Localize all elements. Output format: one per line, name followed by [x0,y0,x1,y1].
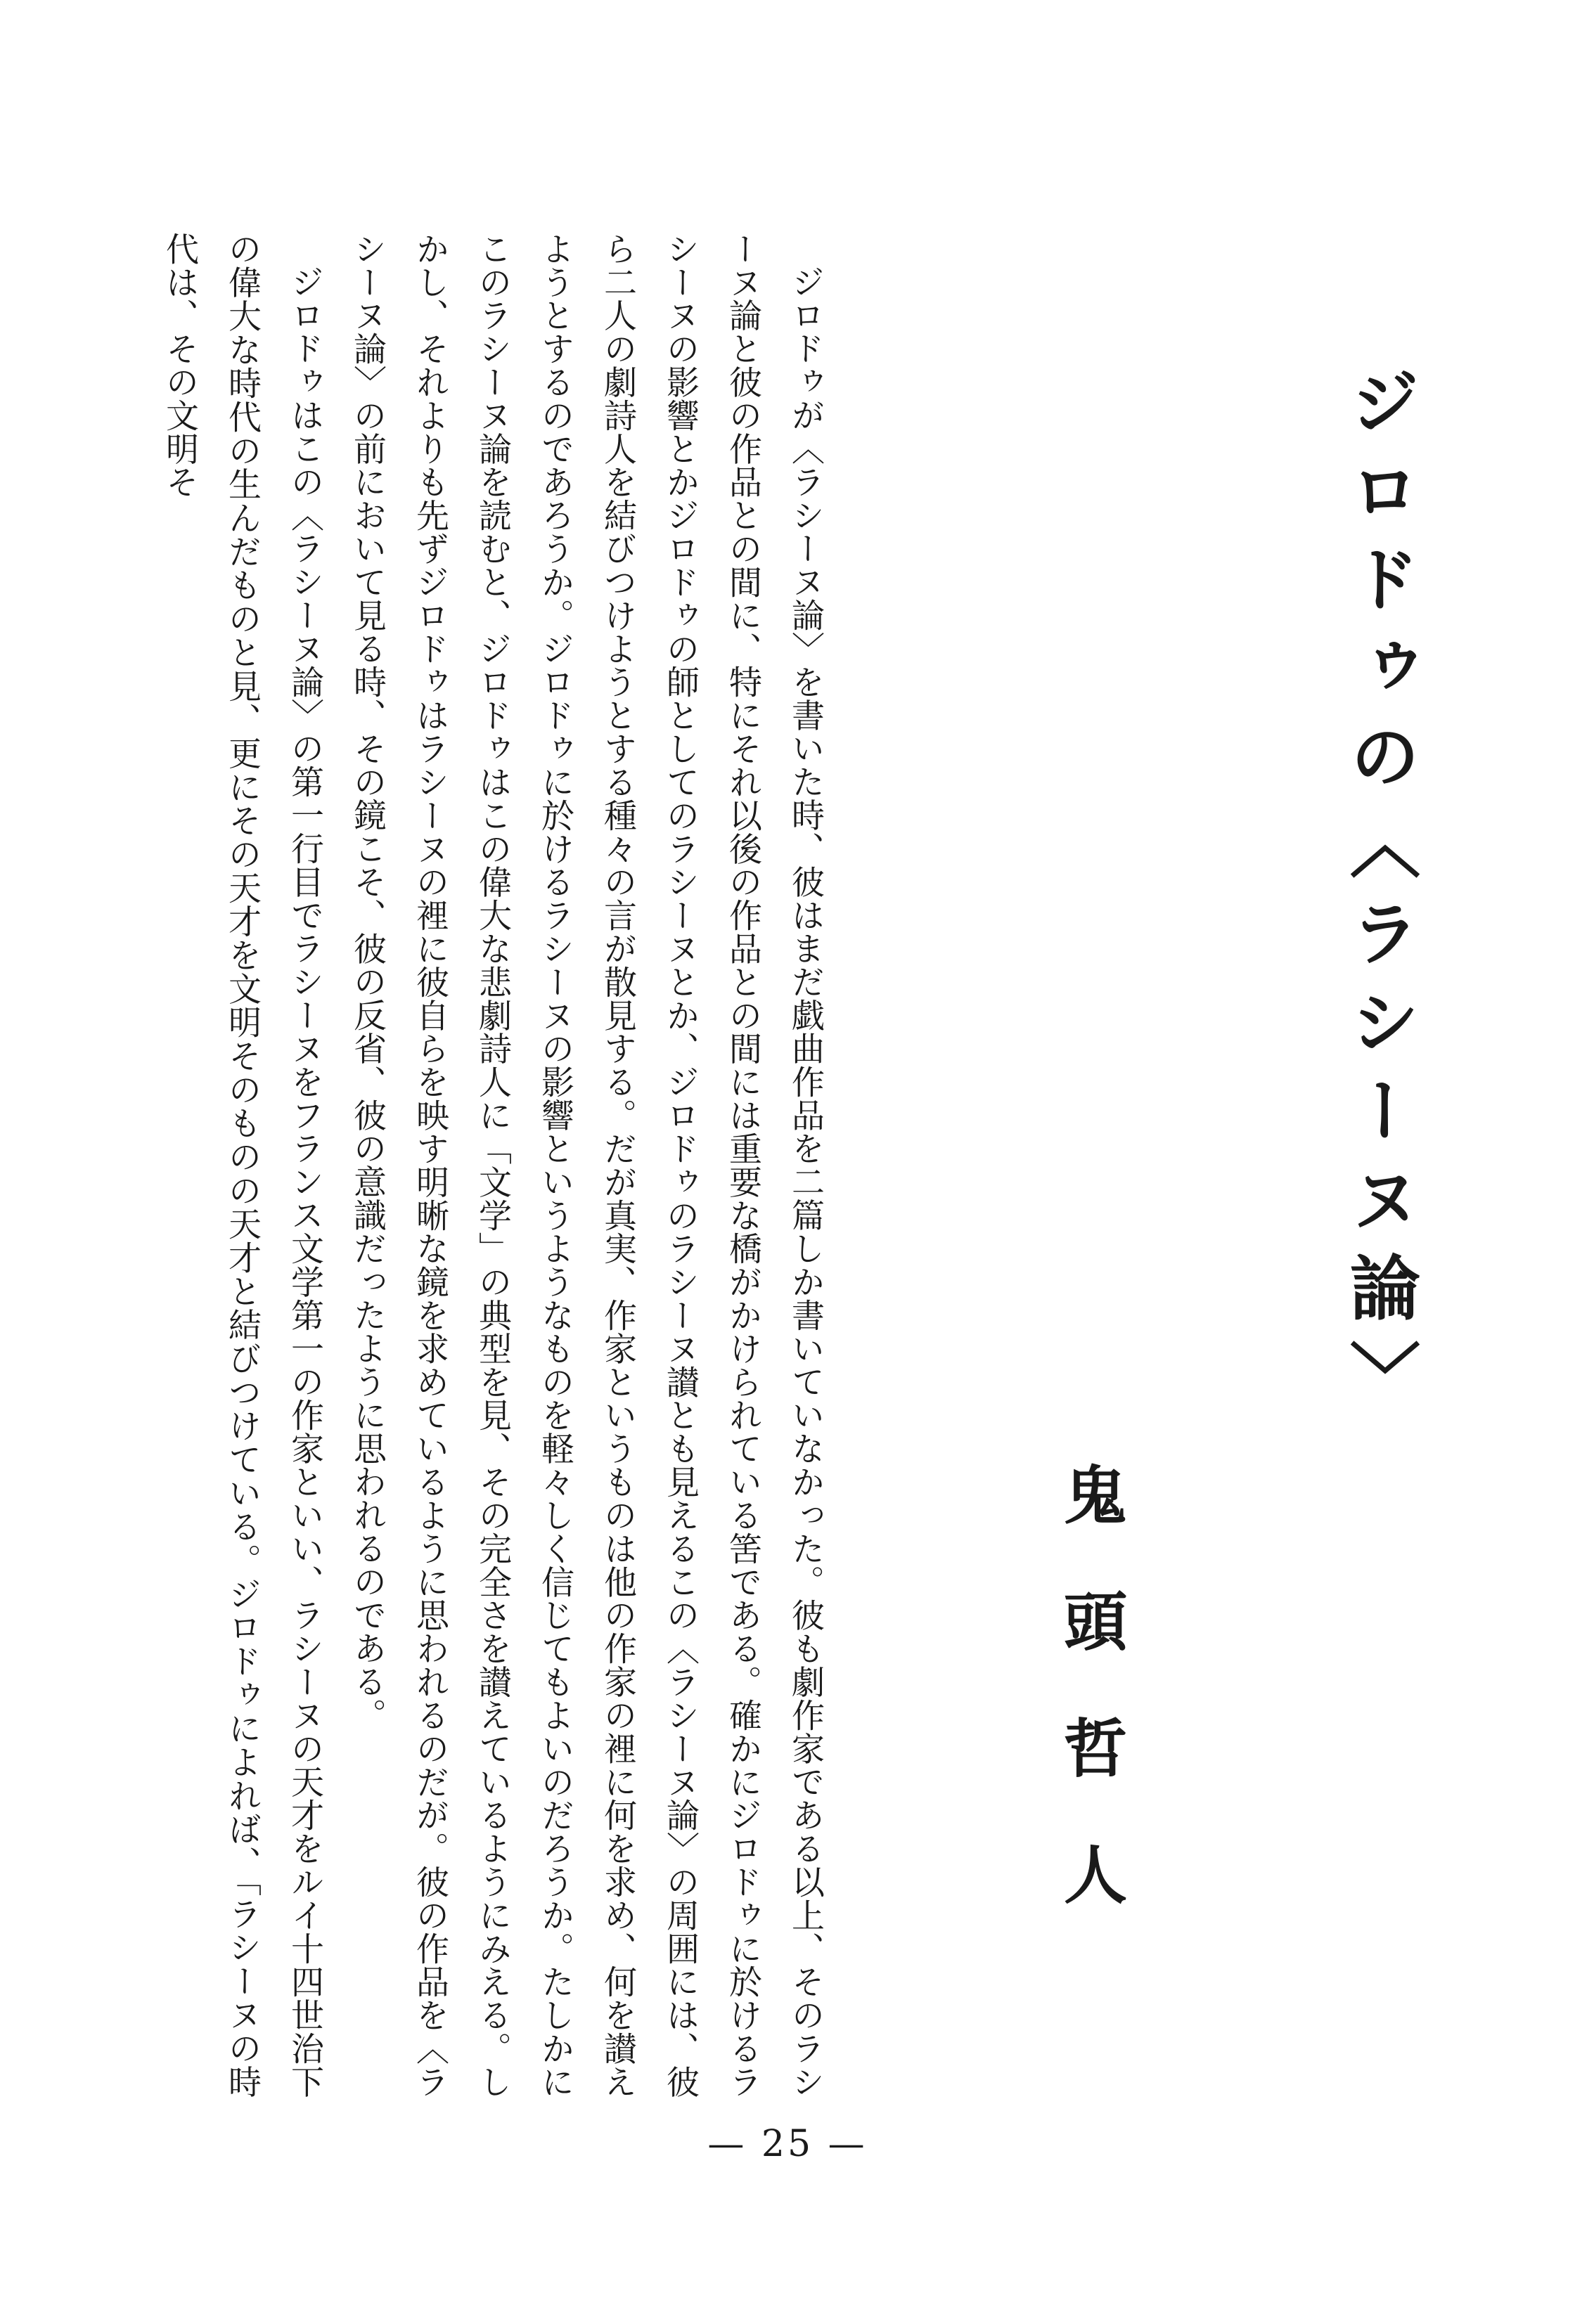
article-body [160,232,837,2098]
paragraph-1: ジロドゥが〈ラシーヌ論〉を書いた時、彼はまだ戯曲作品を二篇しか書いていなかった。彼も劇作家である以上、そのラシーヌ論と彼の作品との間に、特にそれ以後の作品との間には重要な橋がかけられている筈である。確かにジロドゥに於けるラシーヌの影響とかジロドゥの師としてのラシーヌとか、ジロドゥのラシーヌ讃とも見えるこの〈ラシーヌ論〉の周囲には、彼ら二人の劇詩人を結びつけようとする種々の言が散見する。だが真実、作家というものは他の作家の裡に何を求め、何を讃えようとするのであろうか。ジロドゥに於けるラシーヌの影響というようなものを軽々しく信じてもよいのだろうか。たしかにこのラシーヌ論を読むと、ジロドゥはこの偉大な悲劇詩人に「文学」の典型を見、その完全さを讃えているようにみえる。しかし、それよりも先ずジロドゥはラシーヌの裡に彼自らを映す明晰な鏡を求めているように思われるのだが。彼の作品を〈ラシーヌ論〉の前において見る時、その鏡こそ、彼の反省、彼の意識だったように思われるのである。 [348,232,825,2098]
page-number: — 25 — [707,2123,868,2165]
article-title: ジロドゥの〈ラシーヌ論〉 [1338,366,1421,1428]
paragraph-2: ジロドゥはこの〈ラシーヌ論〉の第一行目でラシーヌをフランス文学第一の作家といい、ラシーヌの天才をルイ十四世治下の偉大な時代の生んだものと見、更にその天才を文明そのものの天才と結びつけている。ジロドゥによれば、「ラシーヌの時代は、その文明そ [160,232,324,2098]
author-name: 鬼頭哲人 [1053,1462,1127,1968]
